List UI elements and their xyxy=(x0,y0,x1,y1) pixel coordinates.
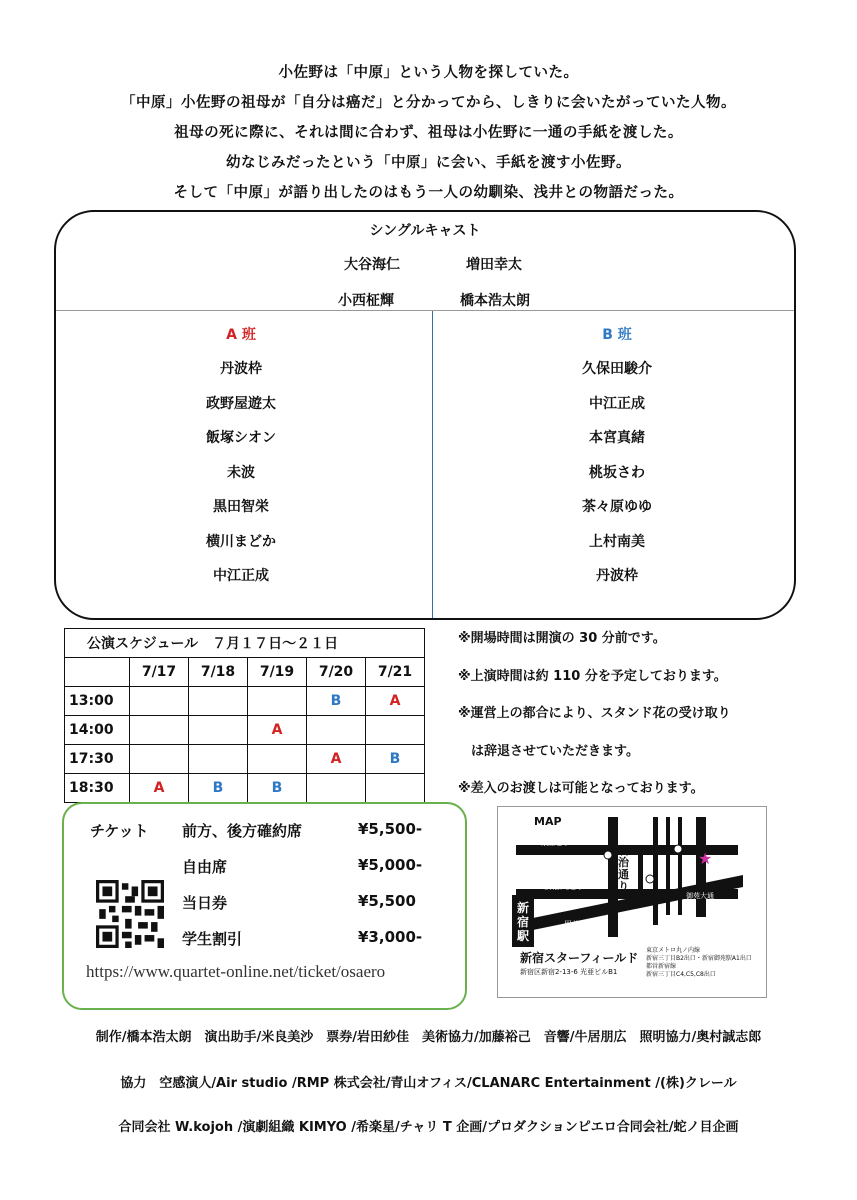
map-address: 新宿区新宿2-13-6 光亜ビルB1 xyxy=(520,968,618,976)
schedule-cell xyxy=(248,687,307,716)
venue-star-icon: ★ xyxy=(698,849,713,868)
ticket-label: チケット xyxy=(90,822,149,840)
qr-code-icon[interactable] xyxy=(96,880,164,948)
schedule-date: 7/17 xyxy=(130,658,189,687)
map-street-label: 靖国通り xyxy=(538,838,570,847)
single-cast-member: 橋本浩太朗 xyxy=(460,293,530,309)
team-a-member: 政野屋遊太 xyxy=(206,395,276,412)
team-a-label: A 班 xyxy=(226,327,256,343)
schedule-table xyxy=(64,628,425,803)
schedule-time: 13:00 xyxy=(65,687,130,716)
map-station-label: 新宿駅 xyxy=(516,901,529,943)
team-b-member: 茶々原ゆゆ xyxy=(582,499,652,515)
note-line: ※開場時間は開演の 30 分前です。 xyxy=(458,631,666,646)
cast-box xyxy=(54,210,796,620)
schedule-date: 7/21 xyxy=(366,658,425,687)
schedule-corner xyxy=(65,658,130,687)
team-a-member: 横川まどか xyxy=(206,533,276,550)
note-line: ※運営上の都合により、スタンド花の受け取り xyxy=(458,706,731,721)
schedule-cell: A xyxy=(130,774,189,803)
schedule-cell: A xyxy=(366,687,425,716)
schedule-time: 14:00 xyxy=(65,716,130,745)
schedule-cell xyxy=(366,716,425,745)
synopsis-line: 「中原」小佐野の祖母が「自分は癌だ」と分かってから、しきりに会いたがっていた人物。 xyxy=(121,95,736,111)
single-cast-member: 増田幸太 xyxy=(466,257,522,273)
team-a-member: 飯塚シオン xyxy=(206,430,276,446)
team-a-member: 中江正成 xyxy=(213,568,269,584)
map-access-line: 新宿三丁目C4,C5,C8出口 xyxy=(646,971,716,978)
schedule-cell: B xyxy=(366,745,425,774)
schedule-cell xyxy=(130,687,189,716)
synopsis-line: 祖母の死に際に、それは間に合わず、祖母は小佐野に一通の手紙を渡した。 xyxy=(174,125,683,141)
single-cast-title: シングルキャスト xyxy=(369,223,481,239)
map-access xyxy=(646,947,752,979)
team-b-member: 中江正成 xyxy=(589,395,645,412)
schedule-cell: B xyxy=(248,774,307,803)
ticket-price: ¥5,500 xyxy=(358,892,416,910)
team-b-column xyxy=(432,318,802,594)
map-street-label: 御苑大通 xyxy=(686,892,714,900)
single-cast-member: 小西柾輝 xyxy=(338,293,394,309)
map-access-line: 新宿三丁目B2出口・新宿御苑駅A1出口 xyxy=(646,955,752,962)
team-b-member: 丹波枠 xyxy=(596,568,638,584)
map-access-line: 東京メトロ丸ノ内線 xyxy=(646,947,701,954)
schedule-cell xyxy=(130,745,189,774)
map-street-label: 明治通り xyxy=(618,844,629,893)
note-line: は辞退させていただきます。 xyxy=(458,743,639,759)
schedule-date: 7/19 xyxy=(248,658,307,687)
single-cast-member: 大谷海仁 xyxy=(344,257,400,273)
schedule-cell xyxy=(248,745,307,774)
credits-line: 制作/橋本浩太朗 演出助手/米良美沙 票券/岩田紗佳 美術協力/加藤裕己 音響/牛居朋広 照明協力/奥村誠志郎 xyxy=(95,1030,762,1045)
schedule-cell xyxy=(366,774,425,803)
schedule-cell xyxy=(189,716,248,745)
schedule-cell: B xyxy=(307,687,366,716)
ticket-url[interactable]: https://www.quartet-online.net/ticket/osaero xyxy=(86,962,386,981)
ticket-price: ¥5,500- xyxy=(358,820,423,838)
team-b-member: 上村南美 xyxy=(589,533,645,550)
team-a-column xyxy=(56,318,426,594)
team-a-member: 丹波枠 xyxy=(220,361,262,377)
credits-line: 合同会社 W.kojoh /演劇組織 KIMYO /希楽星/チャリ T 企画/プロダクションピエロ合同会社/蛇ノ目企画 xyxy=(118,1120,739,1135)
synopsis xyxy=(0,58,857,208)
cast-divider xyxy=(56,310,794,311)
note-line: ※上演時間は約 110 分を予定しております。 xyxy=(458,668,727,684)
team-b-member: 本宮真緒 xyxy=(589,430,645,446)
synopsis-line: そして「中原」が語り出したのはもう一人の幼馴染、浅井との物語だった。 xyxy=(173,185,684,201)
schedule-time: 17:30 xyxy=(65,745,130,774)
notes xyxy=(458,628,731,816)
schedule-cell xyxy=(189,687,248,716)
note-line: ※差入のお渡しは可能となっております。 xyxy=(458,781,704,796)
schedule-date: 7/18 xyxy=(189,658,248,687)
ticket-name: 前方、後方確約席 xyxy=(182,822,303,840)
schedule-cell xyxy=(189,745,248,774)
map-access-line: 都営新宿線 xyxy=(646,963,677,970)
schedule-title: 公演スケジュール ７月１７日～２１日 xyxy=(65,629,425,658)
schedule-time: 18:30 xyxy=(65,774,130,803)
schedule-cell xyxy=(307,774,366,803)
ticket-name: 自由席 xyxy=(182,858,228,876)
credits-line: 協力 空感演人/Air studio /RMP 株式会社/青山オフィス/CLANARC Entertainment /(株)クレール xyxy=(120,1076,737,1091)
ticket-box xyxy=(62,802,467,1010)
team-a-member: 黒田智栄 xyxy=(213,499,269,515)
synopsis-line: 小佐野は「中原」という人物を探していた。 xyxy=(278,65,579,81)
synopsis-line: 幼なじみだったという「中原」に会い、手紙を渡す小佐野。 xyxy=(226,155,631,171)
ticket-name: 当日券 xyxy=(182,894,228,912)
team-a-member: 未波 xyxy=(227,464,255,481)
ticket-name: 学生割引 xyxy=(182,930,243,948)
ticket-price: ¥3,000- xyxy=(358,928,423,946)
map xyxy=(497,806,767,998)
schedule-cell xyxy=(130,716,189,745)
team-b-member: 桃坂さわ xyxy=(589,464,645,481)
ticket-price: ¥5,000- xyxy=(358,856,423,874)
schedule-cell: A xyxy=(307,745,366,774)
schedule-date: 7/20 xyxy=(307,658,366,687)
map-street-label: 新宿大通り xyxy=(544,882,584,891)
schedule-cell: B xyxy=(189,774,248,803)
team-b-label: B 班 xyxy=(602,327,632,343)
schedule-cell xyxy=(307,716,366,745)
map-street-label: 甲州街道 xyxy=(564,920,596,929)
map-venue-name: 新宿スターフィールド xyxy=(520,951,639,965)
schedule-cell: A xyxy=(248,716,307,745)
team-b-member: 久保田駿介 xyxy=(582,361,652,377)
map-title: MAP xyxy=(534,815,562,828)
